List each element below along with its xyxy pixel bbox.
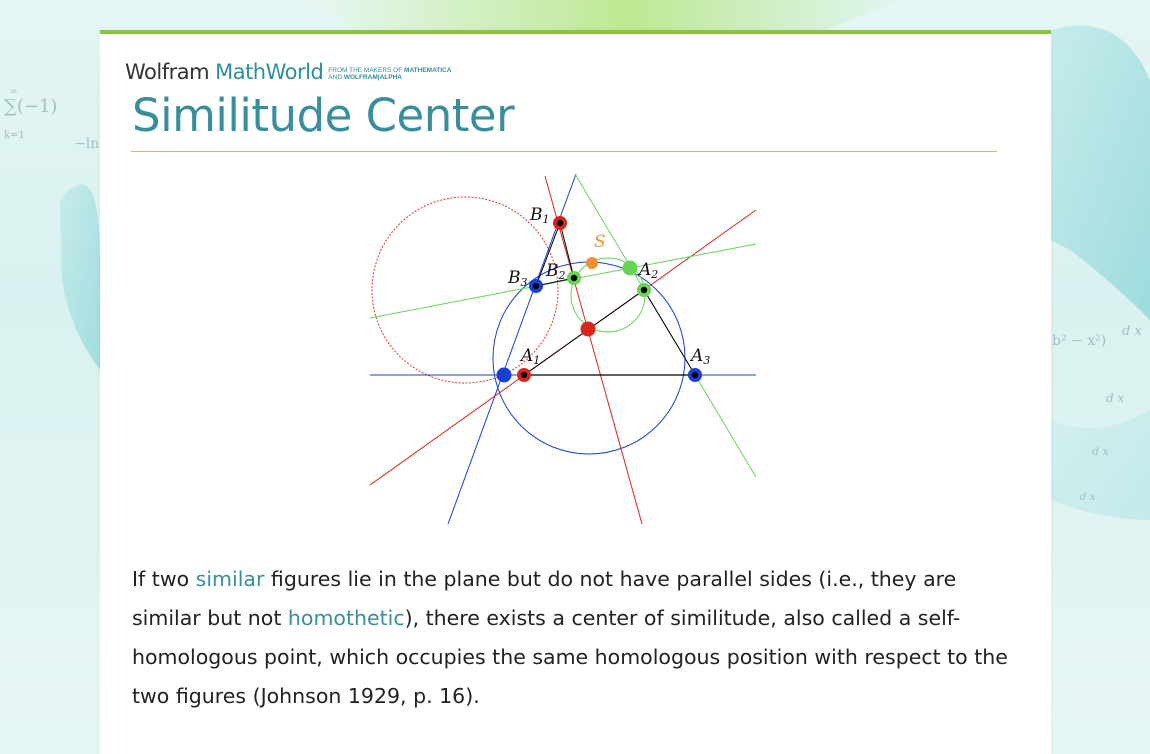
right-lower-shape	[1051, 410, 1150, 520]
tagline-prefix-1: FROM THE MAKERS OF	[328, 67, 403, 74]
bg-formula-dx-3: d x	[1092, 445, 1109, 458]
bg-formula-k1: k=1	[4, 130, 25, 141]
logo-wolfram: Wolfram	[125, 60, 210, 84]
tagline-prefix-2: AND	[328, 74, 343, 81]
right-swirl-shape	[1051, 26, 1150, 320]
tagline-emph-2: WOLFRAM|ALPHA	[343, 74, 402, 81]
point-green-large	[623, 261, 638, 276]
label-a1: A1	[521, 346, 541, 367]
label-b2: B2	[546, 261, 566, 282]
point-red-large	[581, 322, 596, 337]
definition-paragraph	[132, 560, 1012, 716]
text-part-3: ), there exists a center of similitude, also called a self-homologous point, which occupies the same homologous position with respect to the two figures (Johnson 1929, p. 16).	[132, 606, 1008, 708]
title-divider	[131, 151, 997, 152]
tagline-emph-1: MATHEMATICA	[404, 67, 452, 74]
bg-formula-dx-4: d x	[1080, 492, 1096, 503]
bg-formula-dx-2: d x	[1106, 391, 1125, 405]
label-s: S	[594, 232, 606, 252]
site-logo[interactable]	[125, 58, 451, 84]
bg-formula-sum: ∑(−1)	[4, 96, 58, 117]
point-a3-center	[692, 372, 698, 378]
text-part-1: If two	[132, 567, 196, 591]
point-blue-large	[497, 368, 512, 383]
top-green-shape	[300, 0, 900, 32]
bg-formula-inf: ∞	[10, 87, 18, 97]
bg-formula-b2x2: b² − x²)	[1052, 333, 1107, 349]
text-part-2: figures lie in the plane but do not have parallel sides (i.e., they are similar but not	[132, 567, 957, 630]
label-b1: B1	[530, 205, 550, 226]
bg-formula-dx-1: d x	[1122, 324, 1142, 339]
link-homothetic[interactable]: homothetic	[287, 606, 405, 630]
point-a1-center	[521, 372, 527, 378]
triangle-a-side-3	[644, 290, 695, 375]
left-swirl-shape	[60, 184, 100, 370]
point-a2-center	[641, 287, 647, 293]
label-b3: B3	[508, 268, 528, 289]
link-similar[interactable]: similar	[195, 567, 265, 591]
logo-mathworld: MathWorld	[215, 60, 324, 84]
label-a2: A2	[639, 260, 659, 281]
point-b1-center	[557, 220, 563, 226]
bg-formula-ln: −ln	[74, 136, 100, 152]
similitude-center-figure	[370, 170, 760, 525]
label-a3: A3	[691, 346, 711, 367]
point-b3-center	[533, 283, 539, 289]
page-title: Similitude Center	[132, 89, 515, 142]
point-s	[586, 257, 598, 269]
content-card	[100, 30, 1051, 754]
point-b2-center	[571, 275, 577, 281]
logo-tagline	[328, 67, 451, 84]
